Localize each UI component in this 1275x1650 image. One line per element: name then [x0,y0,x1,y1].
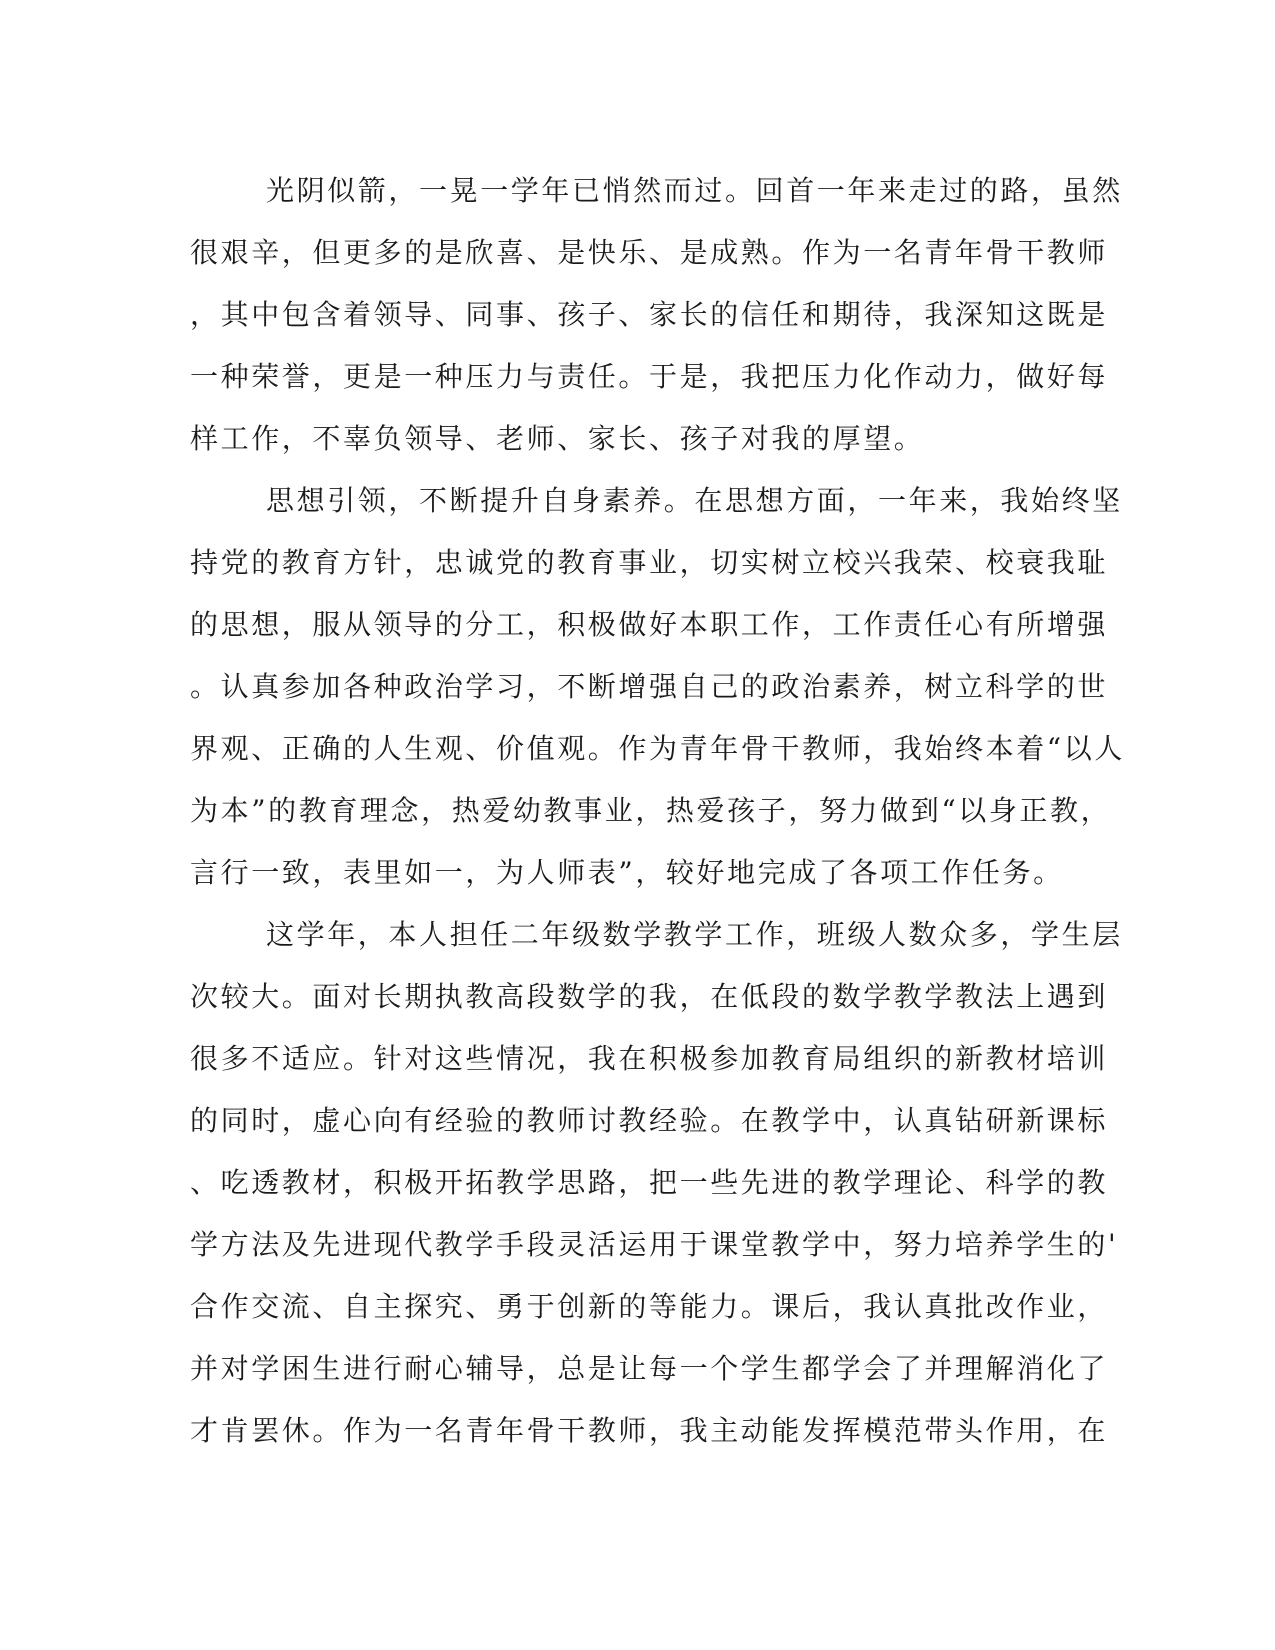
paragraph-2-line-4: 。认真参加各种政治学习，不断增强自己的政治素养，树立科学的世 [190,670,1109,703]
paragraph-3-line-7: 合作交流、自主探究、勇于创新的等能力。课后，我认真批改作业， [190,1290,1109,1323]
paragraph-2-line-1: 思想引领，不断提升自身素养。在思想方面，一年来，我始终坚 [266,484,1123,517]
paragraph-2-line-6: 为本”的教育理念，热爱幼教事业，热爱孩子，努力做到“以身正教， [190,794,1112,827]
paragraph-3-line-1: 这学年，本人担任二年级数学教学工作，班级人数众多，学生层 [266,918,1123,951]
paragraph-3-line-5: 、吃透教材，积极开拓教学思路，把一些先进的教学理论、科学的教 [190,1166,1109,1199]
paragraph-2-line-5: 界观、正确的人生观、价值观。作为青年骨干教师，我始终本着“以人 [190,732,1125,765]
paragraph-1-line-2: 很艰辛，但更多的是欣喜、是快乐、是成熟。作为一名青年骨干教师 [190,236,1109,269]
paragraph-2-line-2: 持党的教育方针，忠诚党的教育事业，切实树立校兴我荣、校衰我耻 [190,546,1109,579]
paragraph-2-line-3: 的思想，服从领导的分工，积极做好本职工作，工作责任心有所增强 [190,608,1109,641]
document-body [190,160,1125,1462]
paragraph-1-line-1: 光阴似箭，一晃一学年已悄然而过。回首一年来走过的路，虽然 [266,174,1123,207]
paragraph-2-line-7: 言行一致，表里如一，为人师表”，较好地完成了各项工作任务。 [190,856,1064,889]
paragraph-3-line-6: 学方法及先进现代教学手段灵活运用于课堂教学中，努力培养学生的' [190,1228,1119,1261]
paragraph-3-line-8: 并对学困生进行耐心辅导，总是让每一个学生都学会了并理解消化了 [190,1352,1109,1385]
paragraph-1-line-5: 样工作，不辜负领导、老师、家长、孩子对我的厚望。 [190,422,925,455]
paragraph-1-line-4: 一种荣誉，更是一种压力与责任。于是，我把压力化作动力，做好每 [190,360,1109,393]
paragraph-1-line-3: ，其中包含着领导、同事、孩子、家长的信任和期待，我深知这既是 [190,298,1109,331]
paragraph-3-line-9: 才肯罢休。作为一名青年骨干教师，我主动能发挥模范带头作用，在 [190,1414,1109,1447]
paragraph-3-line-4: 的同时，虚心向有经验的教师讨教经验。在教学中，认真钻研新课标 [190,1104,1109,1137]
paragraph-3-line-3: 很多不适应。针对这些情况，我在积极参加教育局组织的新教材培训 [190,1042,1109,1075]
paragraph-3-line-2: 次较大。面对长期执教高段数学的我，在低段的数学教学教法上遇到 [190,980,1109,1013]
